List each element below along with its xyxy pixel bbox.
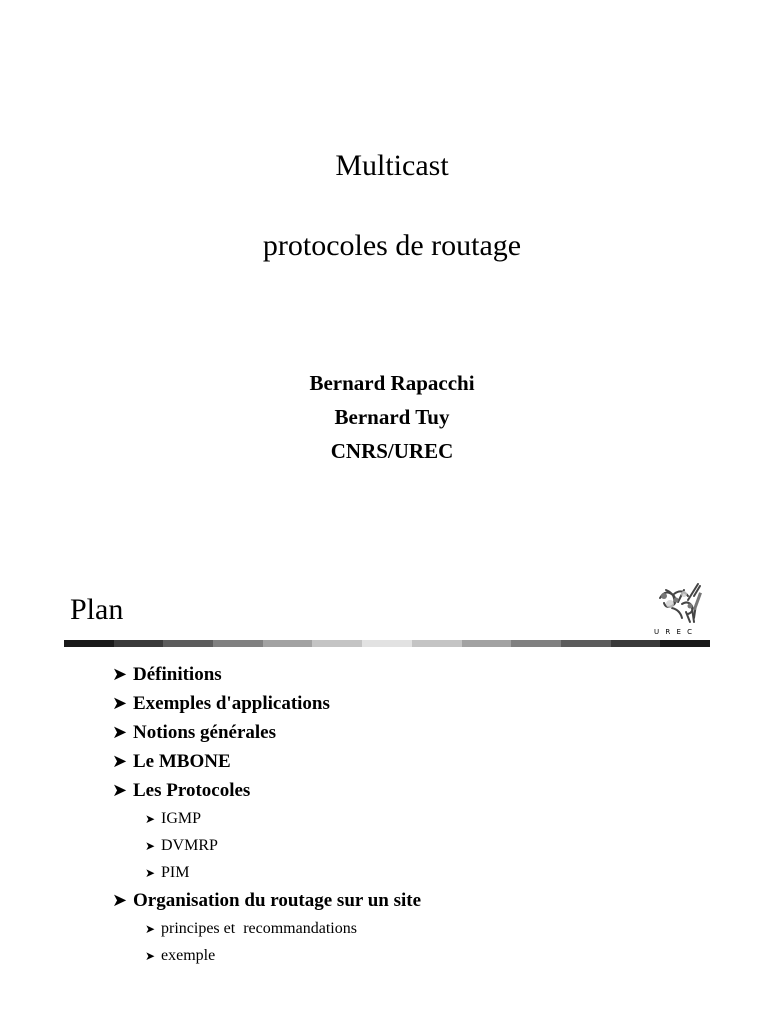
plan-subitem-label: IGMP xyxy=(161,810,202,827)
arrow-bullet-icon: ➤ xyxy=(145,866,156,880)
plan-subitem-label: PIM xyxy=(161,864,190,881)
plan-item-definitions xyxy=(112,660,712,689)
plan-item-label: Organisation du routage sur un site xyxy=(133,890,422,911)
arrow-bullet-icon: ➤ xyxy=(145,812,156,826)
divider-segment xyxy=(412,640,462,647)
author-affiliation: CNRS/UREC xyxy=(330,439,454,463)
plan-item-label: Le MBONE xyxy=(133,751,231,772)
plan-item-mbone xyxy=(112,747,712,776)
divider-segment xyxy=(263,640,313,647)
divider-segment xyxy=(114,640,164,647)
divider-segment xyxy=(462,640,512,647)
plan-outline xyxy=(112,660,712,969)
arrow-bullet-icon: ➤ xyxy=(112,751,128,772)
arrow-bullet-icon: ➤ xyxy=(112,780,128,801)
divider-segment xyxy=(511,640,561,647)
author-block xyxy=(8,366,768,468)
plan-item-exemples xyxy=(112,689,712,718)
plan-item-notions xyxy=(112,718,712,747)
plan-subitem-label: exemple xyxy=(161,947,216,964)
document-subtitle: protocoles de routage xyxy=(262,229,522,262)
divider-segment xyxy=(213,640,263,647)
plan-subitem-principes xyxy=(112,915,712,942)
divider-segment xyxy=(312,640,362,647)
divider-segment xyxy=(660,640,710,647)
author-name-2: Bernard Tuy xyxy=(334,405,450,429)
divider-segment xyxy=(611,640,661,647)
arrow-bullet-icon: ➤ xyxy=(145,922,156,936)
plan-subitem-dvmrp xyxy=(112,832,712,859)
divider-segment xyxy=(163,640,213,647)
author-name-1: Bernard Rapacchi xyxy=(309,371,475,395)
plan-subitem-pim xyxy=(112,859,712,886)
arrow-bullet-icon: ➤ xyxy=(112,722,128,743)
plan-subitem-label: DVMRP xyxy=(161,837,218,854)
divider-segment xyxy=(561,640,611,647)
divider-segment xyxy=(64,640,114,647)
plan-item-label: Définitions xyxy=(133,664,222,685)
plan-item-label: Les Protocoles xyxy=(133,780,251,801)
plan-item-organisation xyxy=(112,886,712,915)
divider-segment xyxy=(362,640,412,647)
plan-heading: Plan xyxy=(70,593,124,626)
header-divider xyxy=(64,640,710,647)
plan-item-label: Notions générales xyxy=(133,722,277,743)
arrow-bullet-icon: ➤ xyxy=(112,664,128,685)
plan-subitem-label: principes et recommandations xyxy=(161,920,357,937)
plan-item-label: Exemples d'applications xyxy=(133,693,330,714)
urec-logo xyxy=(652,582,708,640)
arrow-bullet-icon: ➤ xyxy=(145,839,156,853)
plan-subitem-igmp xyxy=(112,805,712,832)
plan-item-protocoles xyxy=(112,776,712,805)
plan-subitem-exemple xyxy=(112,942,712,969)
urec-logo-text: U R E C xyxy=(654,628,694,636)
arrow-bullet-icon: ➤ xyxy=(112,890,128,911)
arrow-bullet-icon: ➤ xyxy=(112,693,128,714)
arrow-bullet-icon: ➤ xyxy=(145,949,156,963)
document-title: Multicast xyxy=(335,149,449,182)
